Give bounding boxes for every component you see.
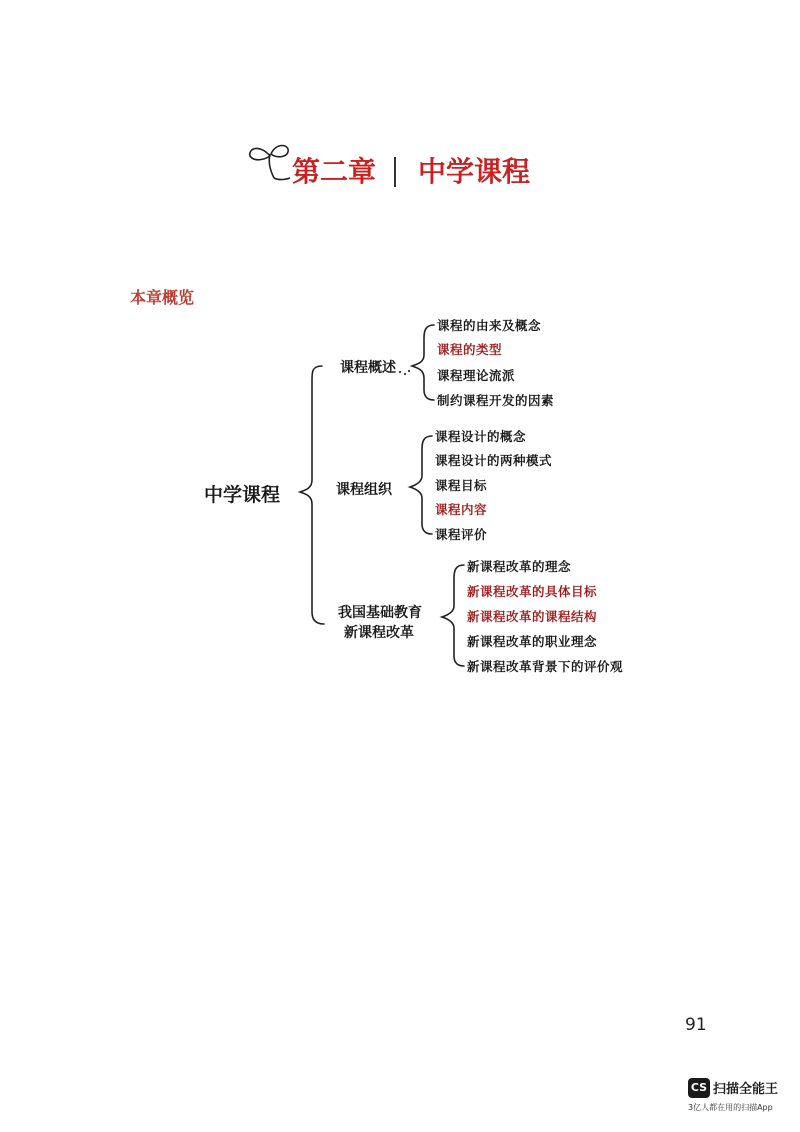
- leaf-item: 新课程改革的理念: [467, 559, 572, 574]
- branch-label-line2: 新课程改革: [344, 625, 414, 641]
- branch-label: 课程概述: [340, 360, 396, 376]
- leaf-item: 新课程改革的职业理念: [467, 634, 598, 649]
- leaf-item: 课程目标: [435, 478, 488, 493]
- watermark-name: 扫描全能王: [713, 1082, 779, 1097]
- leaf-item: 课程评价: [435, 527, 488, 542]
- leaf-item: 课程内容: [435, 502, 488, 517]
- leaf-item: 课程设计的概念: [435, 429, 527, 444]
- page-number: 91: [685, 1015, 707, 1035]
- leaf-item: 课程的由来及概念: [437, 318, 542, 333]
- chapter-number: 第二章: [292, 155, 377, 188]
- chapter-title: 中学课程: [418, 155, 531, 188]
- leaf-item: 制约课程开发的因素: [437, 393, 555, 408]
- leaf-item: 新课程改革的课程结构: [467, 609, 598, 624]
- leaf-item: 课程理论流派: [437, 368, 516, 383]
- watermark-tagline: 3亿人都在用的扫描App: [688, 1103, 773, 1112]
- overview-heading: 本章概览: [130, 288, 195, 307]
- scanner-logo-icon: CS: [688, 1078, 710, 1098]
- branch-label-line1: 我国基础教育: [338, 605, 422, 621]
- leaf-item: 课程设计的两种模式: [435, 453, 553, 468]
- leaf-item: 新课程改革的具体目标: [467, 584, 598, 599]
- branch-label: 课程组织: [336, 482, 392, 498]
- mindmap-root: 中学课程: [204, 484, 281, 506]
- leaf-item: 课程的类型: [437, 342, 503, 357]
- leaf-item: 新课程改革背景下的评价观: [467, 659, 624, 674]
